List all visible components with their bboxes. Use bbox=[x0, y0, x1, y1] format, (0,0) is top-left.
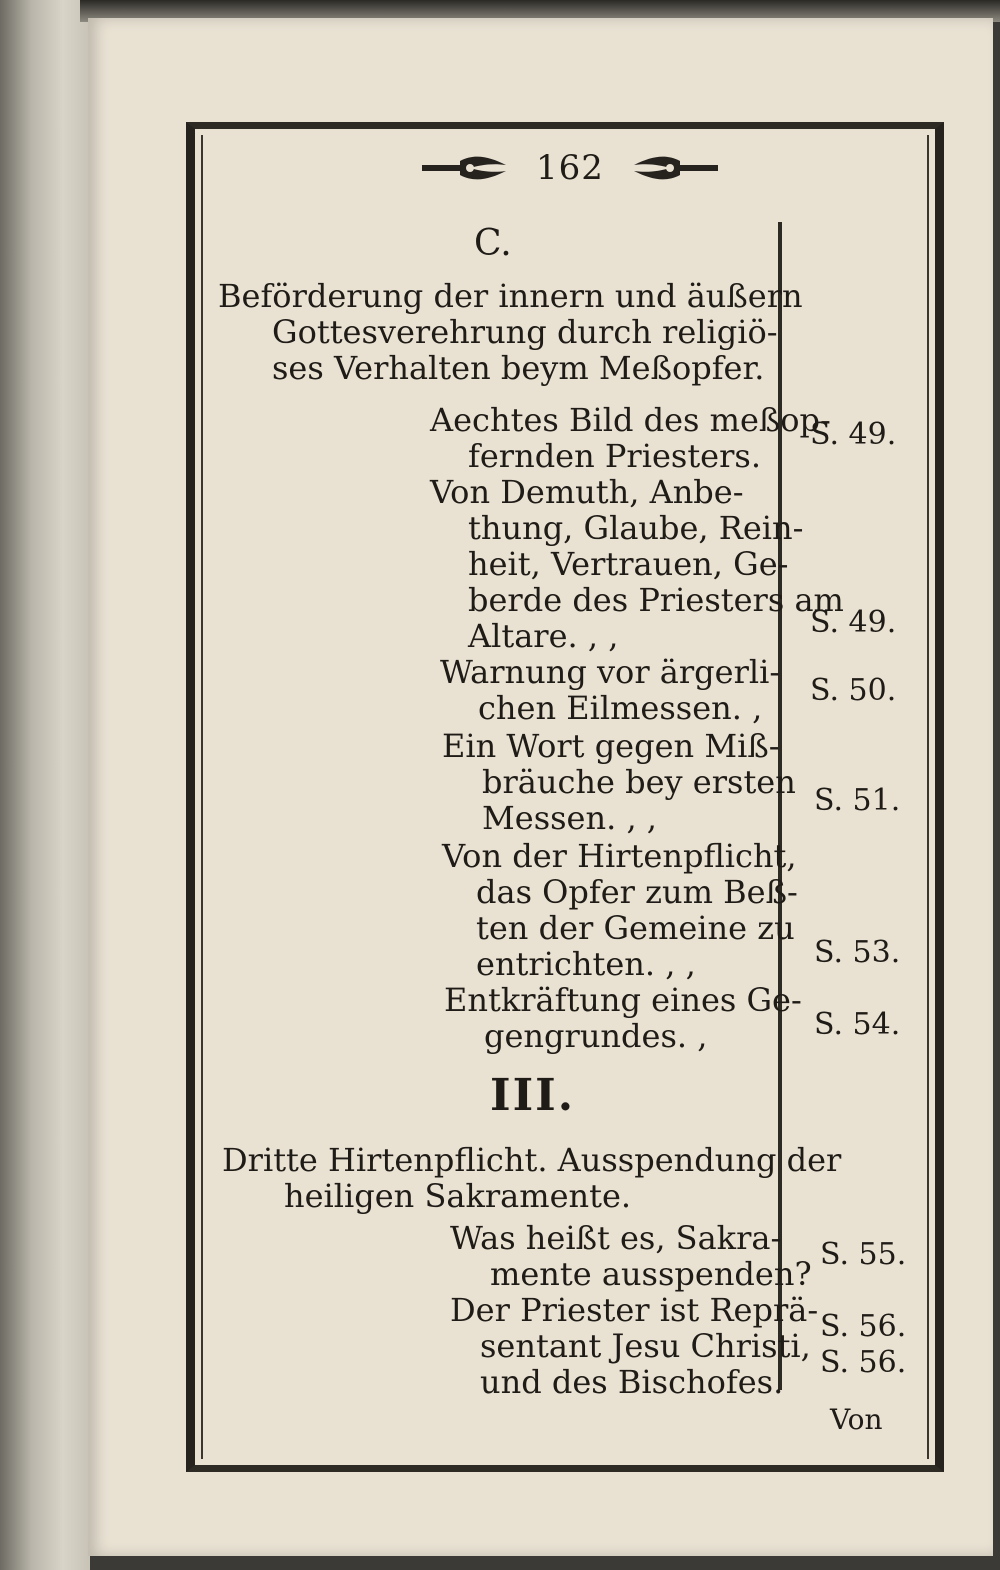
page-reference: S. 49. bbox=[810, 417, 897, 452]
page-reference: S. 50. bbox=[810, 673, 897, 708]
entry-line: sentant Jesu Christi, bbox=[480, 1327, 811, 1365]
section-letter: C. bbox=[474, 223, 512, 264]
entry-line: ten der Gemeine zu bbox=[476, 909, 795, 947]
page-reference: S. 56. bbox=[820, 1345, 907, 1380]
running-head bbox=[400, 148, 740, 188]
entry-line: thung, Glaube, Rein- bbox=[468, 509, 804, 547]
entry-line: Aechtes Bild des meßop- bbox=[430, 401, 831, 439]
entry-line: Entkräftung eines Ge- bbox=[444, 981, 802, 1019]
entry-line: fernden Priesters. bbox=[468, 437, 761, 475]
page-reference: S. 51. bbox=[814, 783, 901, 818]
book-page-edges bbox=[0, 0, 90, 1570]
entry-line: Altare. , , bbox=[468, 617, 619, 655]
entry-line: Der Priester ist Reprä- bbox=[450, 1291, 819, 1329]
page-number: 162 bbox=[536, 148, 604, 188]
entry-line: Von Demuth, Anbe- bbox=[430, 473, 744, 511]
section-heading-line: heiligen Sakramente. bbox=[284, 1177, 632, 1215]
entry-line: gengrundes. , bbox=[484, 1017, 708, 1055]
page-reference: S. 54. bbox=[814, 1007, 901, 1042]
page-reference: S. 53. bbox=[814, 935, 901, 970]
entry-line: Von der Hirtenpflicht, bbox=[442, 837, 797, 875]
section-numeral: III. bbox=[490, 1070, 576, 1121]
page-reference: S. 49. bbox=[810, 605, 897, 640]
page-reference: S. 56. bbox=[820, 1309, 907, 1344]
entry-line: chen Eilmessen. , bbox=[478, 689, 763, 727]
entry-line: Was heißt es, Sakra- bbox=[450, 1219, 782, 1257]
section-heading-line: ses Verhalten beym Meßopfer. bbox=[272, 349, 765, 387]
entry-line: mente ausspenden? bbox=[490, 1255, 812, 1293]
section-heading-line: Gottesverehrung durch religiö- bbox=[272, 313, 778, 351]
right-flourish-icon bbox=[630, 151, 720, 185]
entry-line: das Opfer zum Beß- bbox=[476, 873, 798, 911]
catchword: Von bbox=[830, 1403, 883, 1436]
column-divider-rule bbox=[778, 222, 782, 1390]
entry-line: Messen. , , bbox=[482, 799, 657, 837]
section-heading-line: Beförderung der innern und äußern bbox=[218, 277, 803, 315]
page-reference: S. 55. bbox=[820, 1237, 907, 1272]
entry-line: entrichten. , , bbox=[476, 945, 696, 983]
left-flourish-icon bbox=[420, 151, 510, 185]
entry-line: Warnung vor ärgerli- bbox=[440, 653, 781, 691]
entry-line: und des Bischofes. bbox=[480, 1363, 784, 1401]
entry-line: berde des Priesters am bbox=[468, 581, 844, 619]
entry-line: heit, Vertrauen, Ge- bbox=[468, 545, 789, 583]
entry-line: bräuche bey ersten bbox=[482, 763, 796, 801]
entry-line: Ein Wort gegen Miß- bbox=[442, 727, 780, 765]
section-heading-line: Dritte Hirtenpflicht. Ausspendung der bbox=[222, 1141, 842, 1179]
